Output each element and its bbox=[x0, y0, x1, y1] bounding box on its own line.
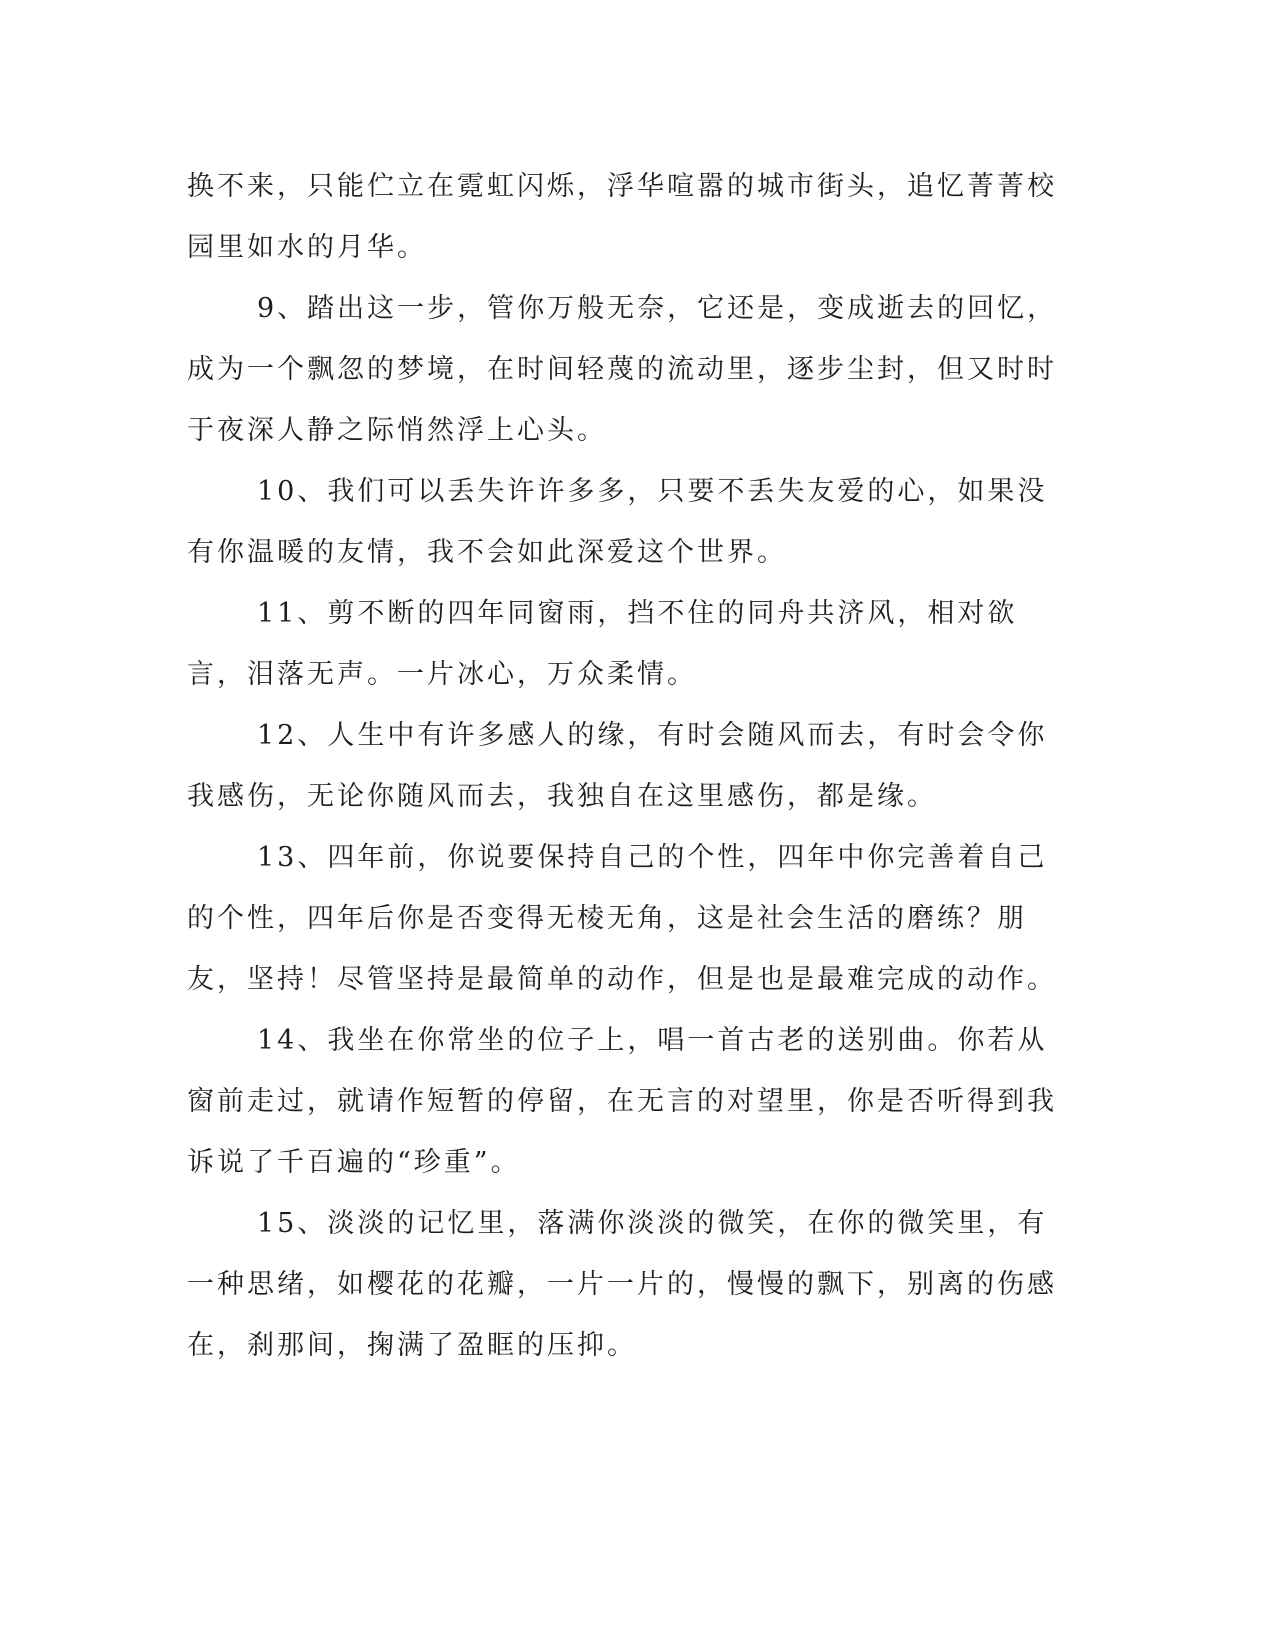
document-body bbox=[187, 156, 1067, 1376]
paragraph-item-15: 15、淡淡的记忆里，落满你淡淡的微笑，在你的微笑里，有一种思绪，如樱花的花瓣，一片一片的，慢慢的飘下，别离的伤感在，刹那间，掬满了盈眶的压抑。 bbox=[187, 1208, 1057, 1361]
paragraph-item-11: 11、剪不断的四年同窗雨，挡不住的同舟共济风，相对欲言，泪落无声。一片冰心，万众柔情。 bbox=[187, 598, 1018, 690]
paragraph-item-9: 9、踏出这一步，管你万般无奈，它还是，变成逝去的回忆，成为一个飘忽的梦境，在时间轻蔑的流动里，逐步尘封，但又时时于夜深人静之际悄然浮上心头。 bbox=[187, 293, 1058, 446]
paragraph-item-10: 10、我们可以丢失许许多多，只要不丢失友爱的心，如果没有你温暖的友情，我不会如此深爱这个世界。 bbox=[187, 476, 1048, 568]
paragraph-item-12: 12、人生中有许多感人的缘，有时会随风而去，有时会令你我感伤，无论你随风而去，我独自在这里感伤，都是缘。 bbox=[187, 720, 1048, 812]
paragraph-item-13: 13、四年前，你说要保持自己的个性，四年中你完善着自己的个性，四年后你是否变得无棱无角，这是社会生活的磨练？朋友，坚持！尽管坚持是最简单的动作，但是也是最难完成的动作。 bbox=[187, 842, 1057, 995]
paragraph-item-14: 14、我坐在你常坐的位子上，唱一首古老的送别曲。你若从窗前走过，就请作短暂的停留，在无言的对望里，你是否听得到我诉说了千百遍的“珍重”。 bbox=[187, 1025, 1057, 1178]
paragraph-continuation: 换不来，只能伫立在霓虹闪烁，浮华喧嚣的城市街头，追忆菁菁校园里如水的月华。 bbox=[187, 171, 1057, 263]
